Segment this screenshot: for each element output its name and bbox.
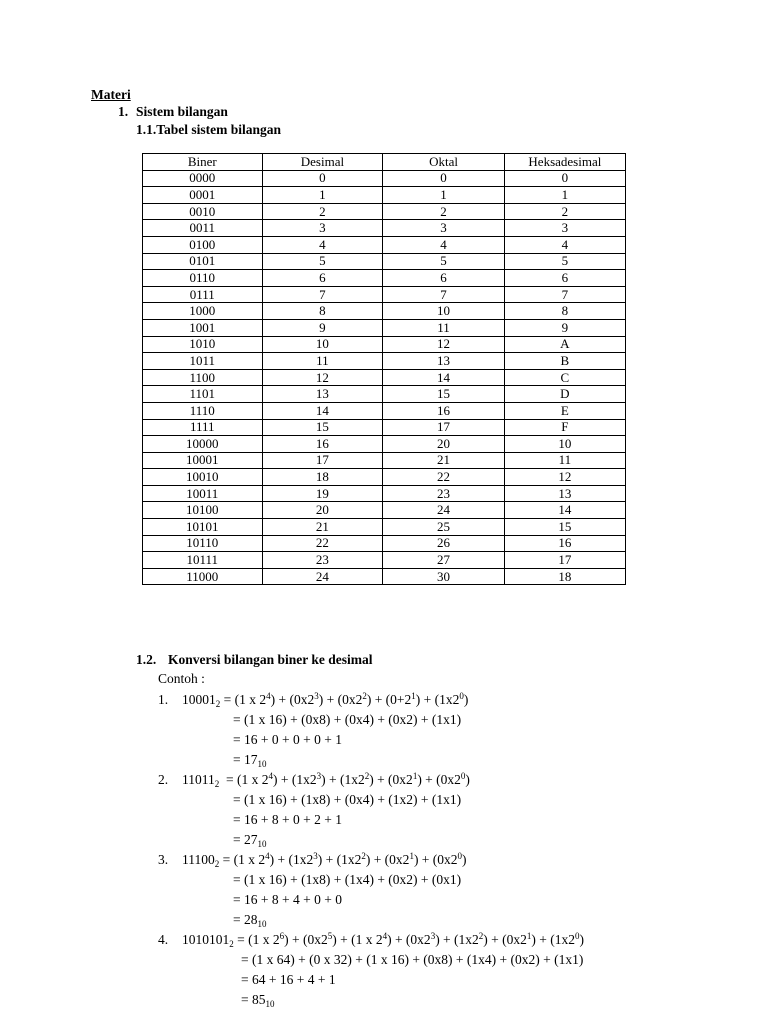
table-row — [143, 319, 626, 336]
number-system-table — [142, 153, 626, 585]
cell-desimal: 16 — [262, 436, 383, 453]
table-row — [143, 568, 626, 585]
cell-biner: 1101 — [143, 386, 263, 403]
table-row — [143, 485, 626, 502]
example-line: = (1 x 16) + (1x8) + (1x4) + (0x2) + (0x1) — [233, 872, 462, 887]
cell-heksadesimal: 2 — [504, 203, 625, 220]
cell-oktal: 5 — [383, 253, 504, 270]
table-row — [143, 303, 626, 320]
cell-biner: 10111 — [143, 552, 263, 569]
table-row — [143, 353, 626, 370]
cell-oktal: 14 — [383, 369, 504, 386]
table-header-row — [143, 154, 626, 171]
cell-oktal: 3 — [383, 220, 504, 237]
cell-oktal: 24 — [383, 502, 504, 519]
table-row — [143, 336, 626, 353]
cell-desimal: 19 — [262, 485, 383, 502]
cell-heksadesimal: 10 — [504, 436, 625, 453]
table-row — [143, 502, 626, 519]
section-1-1-title: 1.1.Tabel sistem bilangan — [136, 122, 282, 137]
example-line: = 16 + 0 + 0 + 0 + 1 — [233, 732, 342, 747]
cell-oktal: 12 — [383, 336, 504, 353]
cell-oktal: 17 — [383, 419, 504, 436]
cell-biner: 1010 — [143, 336, 263, 353]
cell-biner: 0001 — [143, 187, 263, 204]
cell-biner: 0011 — [143, 220, 263, 237]
col-header-desimal: Desimal — [262, 154, 383, 171]
cell-biner: 10011 — [143, 485, 263, 502]
cell-desimal: 4 — [262, 236, 383, 253]
col-header-oktal: Oktal — [383, 154, 504, 171]
cell-heksadesimal: 6 — [504, 270, 625, 287]
table-row — [143, 236, 626, 253]
cell-oktal: 7 — [383, 286, 504, 303]
cell-heksadesimal: D — [504, 386, 625, 403]
section-1-2-number: 1.2. — [136, 652, 157, 667]
example-line: = 16 + 8 + 4 + 0 + 0 — [233, 892, 342, 907]
cell-oktal: 26 — [383, 535, 504, 552]
cell-biner: 1100 — [143, 369, 263, 386]
cell-oktal: 1 — [383, 187, 504, 204]
cell-desimal: 1 — [262, 187, 383, 204]
cell-desimal: 8 — [262, 303, 383, 320]
cell-heksadesimal: 4 — [504, 236, 625, 253]
table-body — [143, 170, 626, 585]
example-line: = (1 x 16) + (0x8) + (0x4) + (0x2) + (1x1) — [233, 712, 462, 727]
table-row — [143, 419, 626, 436]
example-line: = $28_{10}$ — [233, 912, 267, 929]
example-4-number: 4. — [158, 932, 169, 947]
cell-biner: 10001 — [143, 452, 263, 469]
cell-biner: 10000 — [143, 436, 263, 453]
cell-desimal: 9 — [262, 319, 383, 336]
example-line: $1010101_2 = (1$ x $2^6) + (0x2^5) + (1$ x $2^4) + (0x2^3) + (1x2^2) + (0x2^1) + (1x2^0)$ — [182, 931, 585, 949]
cell-desimal: 24 — [262, 568, 383, 585]
cell-oktal: 27 — [383, 552, 504, 569]
cell-oktal: 20 — [383, 436, 504, 453]
contoh-label: Contoh : — [158, 671, 205, 686]
cell-desimal: 14 — [262, 402, 383, 419]
cell-desimal: 22 — [262, 535, 383, 552]
cell-oktal: 10 — [383, 303, 504, 320]
cell-oktal: 21 — [383, 452, 504, 469]
cell-desimal: 11 — [262, 353, 383, 370]
example-line: = $17_{10}$ — [233, 752, 267, 769]
cell-desimal: 21 — [262, 519, 383, 536]
cell-heksadesimal: 15 — [504, 519, 625, 536]
cell-oktal: 4 — [383, 236, 504, 253]
cell-biner: 0100 — [143, 236, 263, 253]
table-row — [143, 187, 626, 204]
cell-heksadesimal: 12 — [504, 469, 625, 486]
cell-oktal: 15 — [383, 386, 504, 403]
cell-heksadesimal: 11 — [504, 452, 625, 469]
cell-heksadesimal: 17 — [504, 552, 625, 569]
example-line: = $27_{10}$ — [233, 832, 267, 849]
cell-oktal: 13 — [383, 353, 504, 370]
cell-heksadesimal: 18 — [504, 568, 625, 585]
cell-desimal: 17 — [262, 452, 383, 469]
cell-desimal: 7 — [262, 286, 383, 303]
example-1-number: 1. — [158, 692, 169, 707]
table-row — [143, 286, 626, 303]
table-row — [143, 436, 626, 453]
cell-oktal: 22 — [383, 469, 504, 486]
cell-biner: 0010 — [143, 203, 263, 220]
cell-biner: 10110 — [143, 535, 263, 552]
cell-biner: 1111 — [143, 419, 263, 436]
table-row — [143, 519, 626, 536]
section-1-number: 1. — [118, 104, 129, 119]
cell-oktal: 11 — [383, 319, 504, 336]
cell-heksadesimal: 1 — [504, 187, 625, 204]
table-row — [143, 253, 626, 270]
cell-oktal: 30 — [383, 568, 504, 585]
cell-biner: 11000 — [143, 568, 263, 585]
example-line: $11011_2 = (1$ x $2^4) + (1x2^3) + (1x2^2) + (0x2^1) + (0x2^0)$ — [182, 771, 470, 789]
cell-heksadesimal: 7 — [504, 286, 625, 303]
cell-biner: 1011 — [143, 353, 263, 370]
cell-heksadesimal: 3 — [504, 220, 625, 237]
cell-biner: 1001 — [143, 319, 263, 336]
example-line: $10001_2 = (1$ x $2^4) + (0x2^3) + (0x2^2) + (0+2^1) + (1x2^0)$ — [182, 691, 469, 709]
page-heading: Materi — [91, 87, 131, 102]
cell-heksadesimal: 16 — [504, 535, 625, 552]
example-line: = (1 x 16) + (1x8) + (0x4) + (1x2) + (1x1) — [233, 792, 462, 807]
cell-heksadesimal: B — [504, 353, 625, 370]
table-row — [143, 469, 626, 486]
table-row — [143, 402, 626, 419]
cell-heksadesimal: 9 — [504, 319, 625, 336]
table-row — [143, 369, 626, 386]
cell-biner: 1110 — [143, 402, 263, 419]
cell-desimal: 15 — [262, 419, 383, 436]
example-3-number: 3. — [158, 852, 169, 867]
cell-heksadesimal: 14 — [504, 502, 625, 519]
cell-biner: 0111 — [143, 286, 263, 303]
cell-oktal: 6 — [383, 270, 504, 287]
table-row — [143, 552, 626, 569]
cell-heksadesimal: 8 — [504, 303, 625, 320]
table-row — [143, 535, 626, 552]
cell-desimal: 5 — [262, 253, 383, 270]
example-line: = $85_{10}$ — [241, 992, 275, 1009]
cell-heksadesimal: 13 — [504, 485, 625, 502]
cell-desimal: 20 — [262, 502, 383, 519]
table-row — [143, 386, 626, 403]
table-row — [143, 220, 626, 237]
cell-heksadesimal: A — [504, 336, 625, 353]
cell-biner: 0000 — [143, 170, 263, 187]
cell-biner: 1000 — [143, 303, 263, 320]
cell-oktal: 23 — [383, 485, 504, 502]
cell-heksadesimal: F — [504, 419, 625, 436]
cell-desimal: 23 — [262, 552, 383, 569]
cell-oktal: 16 — [383, 402, 504, 419]
col-header-biner: Biner — [143, 154, 263, 171]
cell-desimal: 10 — [262, 336, 383, 353]
cell-desimal: 13 — [262, 386, 383, 403]
example-2-number: 2. — [158, 772, 169, 787]
example-line: = 16 + 8 + 0 + 2 + 1 — [233, 812, 342, 827]
cell-biner: 10100 — [143, 502, 263, 519]
table-row — [143, 170, 626, 187]
table-row — [143, 203, 626, 220]
table-row — [143, 270, 626, 287]
example-line: = 64 + 16 + 4 + 1 — [241, 972, 336, 987]
cell-oktal: 25 — [383, 519, 504, 536]
cell-heksadesimal: 5 — [504, 253, 625, 270]
col-header-heksadesimal: Heksadesimal — [504, 154, 625, 171]
section-1-title: Sistem bilangan — [136, 104, 228, 119]
cell-biner: 0101 — [143, 253, 263, 270]
cell-desimal: 18 — [262, 469, 383, 486]
cell-desimal: 6 — [262, 270, 383, 287]
cell-oktal: 0 — [383, 170, 504, 187]
cell-heksadesimal: 0 — [504, 170, 625, 187]
cell-biner: 10010 — [143, 469, 263, 486]
example-line: $11100_2 = (1$ x $2^4) + (1x2^3) + (1x2^2) + (0x2^1) + (0x2^0)$ — [182, 851, 467, 869]
cell-desimal: 2 — [262, 203, 383, 220]
cell-desimal: 3 — [262, 220, 383, 237]
cell-desimal: 0 — [262, 170, 383, 187]
cell-heksadesimal: C — [504, 369, 625, 386]
cell-desimal: 12 — [262, 369, 383, 386]
cell-biner: 0110 — [143, 270, 263, 287]
cell-oktal: 2 — [383, 203, 504, 220]
table-row — [143, 452, 626, 469]
cell-heksadesimal: E — [504, 402, 625, 419]
cell-biner: 10101 — [143, 519, 263, 536]
section-1-2-title: Konversi bilangan biner ke desimal — [168, 652, 373, 667]
example-line: = (1 x 64) + (0 x 32) + (1 x 16) + (0x8) + (1x4) + (0x2) + (1x1) — [241, 952, 584, 967]
